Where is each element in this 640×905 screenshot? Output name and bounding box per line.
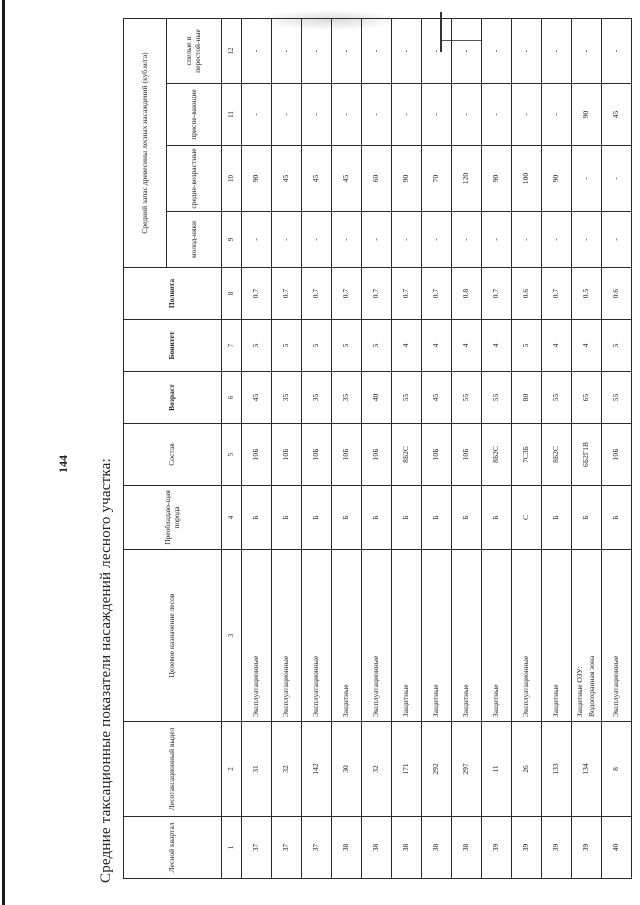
cell-young: - [422,212,452,268]
cell-mid: 120 [452,146,482,212]
cell-bonitet: 4 [392,320,422,372]
cell-age: 45 [422,372,452,424]
cell-young: - [452,212,482,268]
header-species: Преобладаю-щая порода [124,486,222,550]
table-row [272,18,302,878]
cell-mature: - [422,18,452,83]
cell-vydel: 32 [272,722,302,817]
cell-bonitet: 4 [422,320,452,372]
cell-sostav: 10Б [602,424,632,486]
cell-mature: - [452,18,482,83]
cell-bonitet: 5 [602,320,632,372]
cell-bonitet: 4 [482,320,512,372]
column-number: 10 [222,146,242,212]
cell-mature: - [542,18,572,83]
cell-polnota: 0.7 [422,268,452,320]
taxation-table [123,18,632,879]
cell-age: 55 [482,372,512,424]
table-row [482,18,512,878]
cell-young: - [482,212,512,268]
cell-mature: - [272,18,302,83]
column-number: 9 [222,212,242,268]
cell-kvartal: 38 [362,817,392,879]
cell-mid: 90 [482,146,512,212]
purpose-text: Защитные [341,684,351,717]
cell-species: Б [362,486,392,550]
column-number: 6 [222,372,242,424]
cell-vydel: 292 [422,722,452,817]
cell-sostav: 8Б2С [542,424,572,486]
cell-kvartal: 38 [332,817,362,879]
purpose-text: Защитные [401,684,411,717]
header-ripening: приспе-вающие [167,84,222,146]
column-number: 3 [222,550,242,722]
cell-species: Б [422,486,452,550]
table-row [302,18,332,878]
cell-bonitet: 5 [242,320,272,372]
cell-young: - [572,212,602,268]
cell-sostav: 10Б [422,424,452,486]
cell-species: Б [572,486,602,550]
column-number: 1 [222,817,242,879]
purpose-text: Эксплуатационные [521,655,531,717]
cell-polnota: 0.7 [272,268,302,320]
table-row [512,18,542,878]
cell-purpose [302,550,332,722]
cell-species: Б [482,486,512,550]
cell-age: 45 [242,372,272,424]
cell-young: - [512,212,542,268]
cell-mid: 70 [422,146,452,212]
cell-ripening: 45 [602,84,632,146]
cell-species: Б [332,486,362,550]
cell-bonitet: 5 [332,320,362,372]
cell-ripening: - [452,84,482,146]
cell-sostav: 10Б [332,424,362,486]
table-row [362,18,392,878]
cell-polnota: 0.7 [392,268,422,320]
header-age: Возраст [124,372,222,424]
cell-young: - [542,212,572,268]
column-number: 4 [222,486,242,550]
table-row [332,18,362,878]
cell-species: Б [242,486,272,550]
cell-species: Б [302,486,332,550]
cell-purpose [362,550,392,722]
cell-sostav: 8Б2С [392,424,422,486]
purpose-text: Эксплуатационные [251,655,261,717]
cell-bonitet: 4 [572,320,602,372]
header-polnota: Полнота [124,268,222,320]
cell-sostav: 7С3Б [512,424,542,486]
cell-species: Б [272,486,302,550]
cell-mature: - [572,18,602,83]
cell-sostav: 8Б2С [482,424,512,486]
cell-purpose [512,550,542,722]
cell-polnota: 0.6 [512,268,542,320]
header-mid: средне-возрастные [167,146,222,212]
cell-purpose [572,550,602,722]
cell-mature: - [332,18,362,83]
cell-ripening: 90 [572,84,602,146]
cell-kvartal: 37 [272,817,302,879]
cell-young: - [602,212,632,268]
cell-bonitet: 5 [272,320,302,372]
cell-age: 35 [272,372,302,424]
table-row [572,18,602,878]
cell-kvartal: 39 [572,817,602,879]
purpose-text: Эксплуатационные [371,655,381,717]
cell-ripening: - [272,84,302,146]
cell-bonitet: 5 [302,320,332,372]
cell-mid: 90 [392,146,422,212]
cell-kvartal: 38 [452,817,482,879]
cell-polnota: 0.5 [572,268,602,320]
header-sostav: Состав [124,424,222,486]
cell-kvartal: 38 [422,817,452,879]
cell-mature: - [392,18,422,83]
column-number-row [222,18,242,878]
cell-mature: - [242,18,272,83]
header-stock-group: Средний запас древесины лесных насаждений (куб.м/га) [124,18,167,267]
cell-polnota: 0.8 [452,268,482,320]
cell-mature: - [512,18,542,83]
cell-purpose [242,550,272,722]
cell-mid: 90 [542,146,572,212]
cell-bonitet: 5 [362,320,392,372]
cell-sostav: 6Б2Г1В [572,424,602,486]
cell-age: 55 [452,372,482,424]
cell-vydel: 133 [542,722,572,817]
purpose-text: Водоохранная зона [587,655,596,717]
cell-polnota: 0.7 [242,268,272,320]
cell-age: 35 [332,372,362,424]
cell-polnota: 0.7 [332,268,362,320]
cell-sostav: 10Б [272,424,302,486]
cell-purpose [392,550,422,722]
column-number: 8 [222,268,242,320]
column-number: 12 [222,18,242,83]
table-row [242,18,272,878]
cell-polnota: 0.7 [302,268,332,320]
cell-age: 55 [602,372,632,424]
cell-purpose [272,550,302,722]
cell-young: - [272,212,302,268]
header-young: молод-няки [167,212,222,268]
cell-purpose [602,550,632,722]
cell-bonitet: 5 [512,320,542,372]
purpose-text: Защитные [461,684,471,717]
cell-kvartal: 38 [392,817,422,879]
cell-sostav: 10Б [302,424,332,486]
column-number: 5 [222,424,242,486]
purpose-text: Эксплуатационные [611,655,621,717]
cell-kvartal: 37 [302,817,332,879]
cell-mature: - [362,18,392,83]
purpose-text: Защитные [551,684,561,717]
cell-vydel: 8 [602,722,632,817]
header-kvartal: Лесной квартал [124,817,222,879]
cell-kvartal: 40 [602,817,632,879]
cell-ripening: - [302,84,332,146]
cell-kvartal: 39 [512,817,542,879]
cell-ripening: - [482,84,512,146]
table-row [452,18,482,878]
cell-ripening: - [332,84,362,146]
cell-mature: - [482,18,512,83]
cell-ripening: - [362,84,392,146]
cell-mid: - [602,146,632,212]
cell-ripening: - [542,84,572,146]
cell-purpose [332,550,362,722]
cell-polnota: 0.7 [482,268,512,320]
table-row [392,18,422,878]
table-body [124,18,632,878]
cell-age: 40 [362,372,392,424]
cell-kvartal: 37 [242,817,272,879]
cell-mature: - [602,18,632,83]
header-row [124,18,167,878]
cell-ripening: - [242,84,272,146]
cell-young: - [392,212,422,268]
purpose-text: Защитные [491,684,501,717]
cell-mid: 45 [302,146,332,212]
cell-purpose [452,550,482,722]
header-purpose: Целевое назначение лесов [124,550,222,722]
cell-species: С [512,486,542,550]
cell-young: - [242,212,272,268]
cell-mature: - [302,18,332,83]
purpose-text: Защитные [431,684,441,717]
purpose-text: Эксплуатационные [311,655,321,717]
cell-ripening: - [512,84,542,146]
purpose-text: Эксплуатационные [281,655,291,717]
cell-young: - [302,212,332,268]
column-number: 11 [222,84,242,146]
header-vydel: Лесотаксационный выдел [124,722,222,817]
cell-mid: 90 [242,146,272,212]
cell-ripening: - [422,84,452,146]
page-number: 144 [56,455,70,473]
table-row [602,18,632,878]
cell-purpose [542,550,572,722]
cell-young: - [362,212,392,268]
cell-vydel: 297 [452,722,482,817]
cell-bonitet: 4 [542,320,572,372]
column-number: 7 [222,320,242,372]
cell-age: 80 [512,372,542,424]
cell-purpose [482,550,512,722]
cell-species: Б [392,486,422,550]
cell-mid: - [572,146,602,212]
cell-vydel: 32 [362,722,392,817]
cell-mid: 45 [332,146,362,212]
cell-age: 55 [392,372,422,424]
cell-vydel: 142 [302,722,332,817]
cell-mid: 60 [362,146,392,212]
cell-vydel: 11 [482,722,512,817]
header-bonitet: Бонитет [124,320,222,372]
cell-ripening: - [392,84,422,146]
page-title: Средние таксационные показатели насаждений лесного участка: [98,458,114,883]
cell-polnota: 0.7 [362,268,392,320]
table-row [542,18,572,878]
cell-vydel: 30 [332,722,362,817]
cell-vydel: 31 [242,722,272,817]
cell-vydel: 134 [572,722,602,817]
purpose-text: Защитные ОЗУ: [575,666,585,717]
cell-bonitet: 4 [452,320,482,372]
cell-mid: 45 [272,146,302,212]
cell-polnota: 0.7 [542,268,572,320]
cell-sostav: 10Б [362,424,392,486]
cell-polnota: 0.6 [602,268,632,320]
column-number: 2 [222,722,242,817]
cell-sostav: 10Б [452,424,482,486]
cell-kvartal: 39 [542,817,572,879]
cell-age: 35 [302,372,332,424]
table-row [422,18,452,878]
cell-species: Б [602,486,632,550]
cell-purpose [422,550,452,722]
cell-young: - [332,212,362,268]
cell-mid: 100 [512,146,542,212]
cell-sostav: 10Б [242,424,272,486]
cell-vydel: 171 [392,722,422,817]
cell-vydel: 26 [512,722,542,817]
header-mature: спелые и перестой-ные [167,18,222,83]
cell-species: Б [542,486,572,550]
cell-kvartal: 39 [482,817,512,879]
cell-age: 65 [572,372,602,424]
cell-species: Б [452,486,482,550]
cell-age: 55 [542,372,572,424]
